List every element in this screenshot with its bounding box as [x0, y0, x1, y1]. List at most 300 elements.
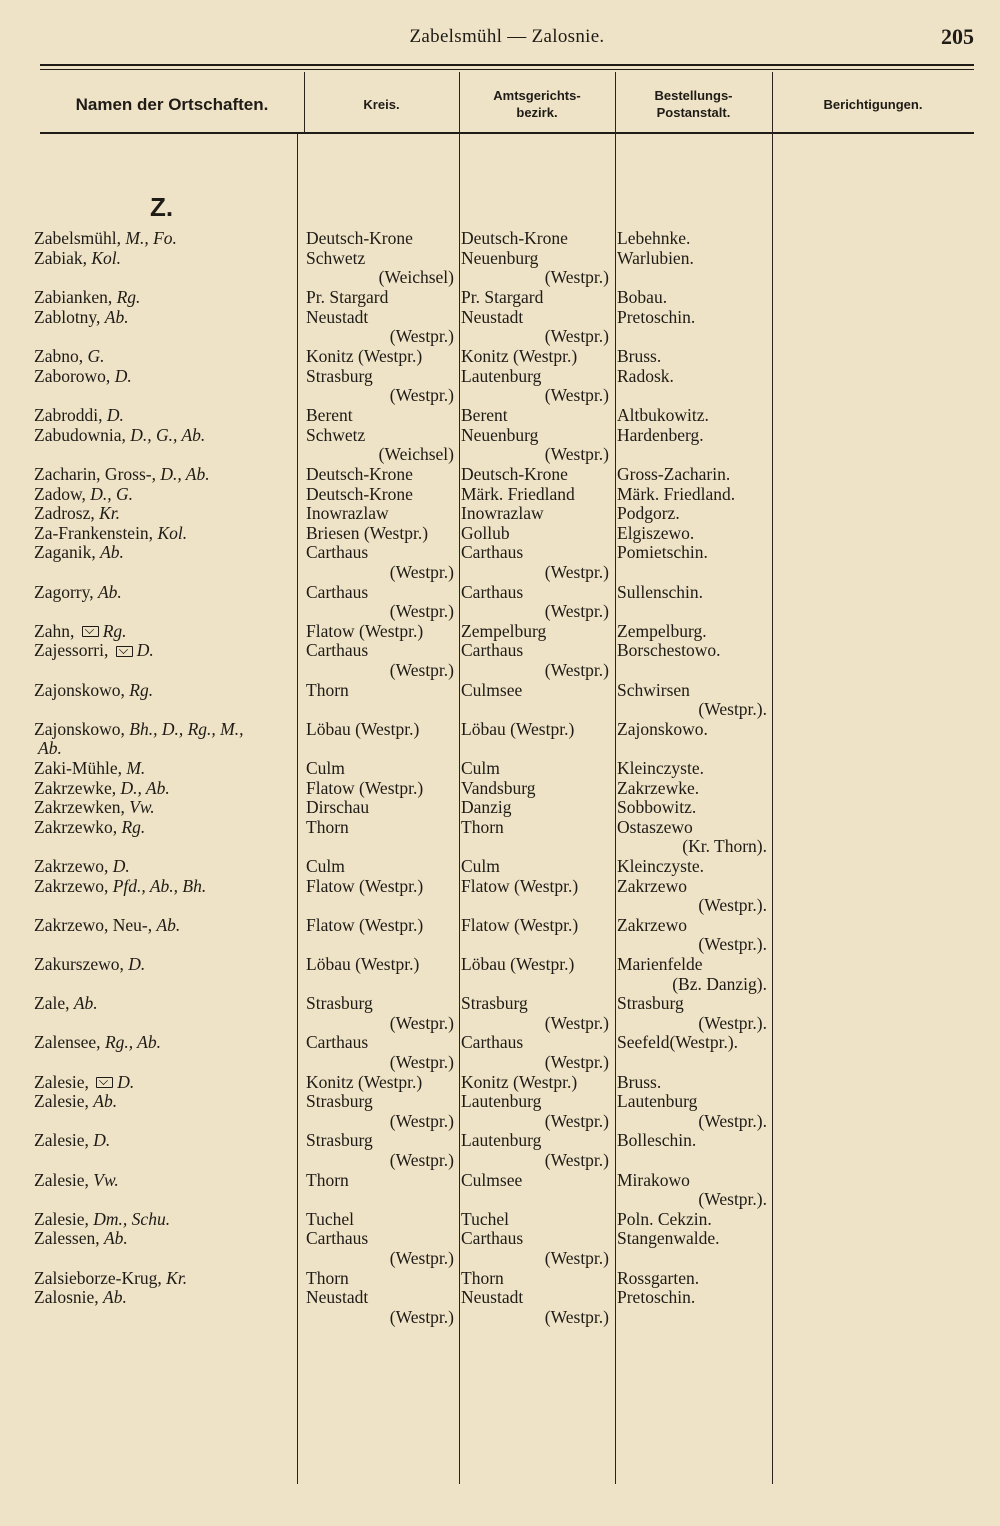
kreis-cell [306, 485, 454, 505]
place-line [34, 877, 300, 897]
kreis-cell-line: Flatow (Westpr.) [306, 777, 424, 798]
amtsgericht-cell [461, 288, 609, 308]
amtsgericht-cell [461, 857, 609, 877]
kreis-cell [306, 1131, 454, 1170]
postanstalt-cell [617, 367, 767, 387]
amtsgericht-cell-line: Märk. Friedland [461, 483, 575, 504]
place-cell [34, 367, 300, 387]
place-cell [34, 308, 300, 328]
postanstalt-cell-line: (Westpr.). [698, 934, 767, 955]
kreis-cell [306, 308, 454, 347]
postanstalt-cell-line: (Bz. Danzig). [672, 973, 767, 994]
place-line [34, 583, 300, 603]
amtsgericht-cell-line: Neuenburg [461, 247, 539, 268]
amtsgericht-cell [461, 916, 609, 936]
place-line [34, 1171, 300, 1191]
amtsgericht-cell-line: Tuchel [461, 1208, 509, 1229]
postanstalt-cell-line: Poln. Cekzin. [617, 1208, 712, 1229]
place-name: Zabroddi, [34, 405, 107, 425]
place-line [34, 818, 300, 838]
place-type-abbr: Ab. [156, 914, 181, 935]
postanstalt-cell-line: Bruss. [617, 1071, 662, 1092]
amtsgericht-cell [461, 367, 609, 406]
place-line [34, 798, 300, 818]
amtsgericht-cell-line: Lautenburg [461, 1091, 542, 1112]
amtsgericht-cell-line: Neustadt [461, 1287, 524, 1308]
amtsgericht-cell-line: (Westpr.) [544, 561, 609, 582]
kreis-cell-line: (Weichsel) [378, 444, 454, 465]
place-name: Zalosnie, [34, 1287, 104, 1308]
kreis-cell-line: Flatow (Westpr.) [306, 875, 424, 896]
kreis-cell [306, 1229, 454, 1268]
place-cell [34, 641, 300, 661]
place-type-abbr: Rg. [129, 679, 154, 700]
kreis-cell [306, 1073, 454, 1093]
postanstalt-cell [617, 1092, 767, 1131]
amtsgericht-cell-line: Löbau (Westpr.) [461, 954, 575, 974]
amtsgericht-cell [461, 779, 609, 799]
place-name: Zadrosz, [34, 503, 100, 524]
mail-icon [96, 1077, 113, 1088]
kreis-cell-line: Thorn [306, 816, 349, 837]
amtsgericht-cell [461, 1171, 609, 1191]
mail-icon [82, 626, 99, 637]
kreis-cell [306, 720, 454, 740]
place-cell [34, 759, 300, 779]
postanstalt-cell-line: Marienfelde [617, 954, 703, 974]
postanstalt-cell-line: (Kr. Thorn). [682, 836, 767, 857]
amtsgericht-cell [461, 1092, 609, 1131]
kreis-cell [306, 759, 454, 779]
amtsgericht-cell-line: Löbau (Westpr.) [461, 718, 575, 739]
place-name: Zakrzewo, Neu-, [34, 914, 157, 935]
kreis-cell [306, 249, 454, 288]
kreis-cell-line: Culm [306, 856, 345, 876]
postanstalt-cell [617, 916, 767, 955]
postanstalt-cell [617, 249, 767, 269]
amtsgericht-cell [461, 1131, 609, 1170]
place-line [34, 681, 300, 701]
place-cell [34, 1229, 300, 1249]
amtsgericht-cell-line: Lautenburg [461, 1130, 542, 1151]
amtsgericht-cell [461, 681, 609, 701]
place-cell [34, 1131, 300, 1151]
amtsgericht-cell-line: Konitz (Westpr.) [461, 346, 578, 366]
kreis-cell-line: Konitz (Westpr.) [306, 346, 423, 366]
kreis-cell [306, 229, 454, 249]
postanstalt-cell [617, 1131, 767, 1151]
place-type-abbr: Rg. [102, 620, 127, 641]
place-type-abbr: D. [117, 1071, 135, 1092]
postanstalt-cell-line: Ostaszewo [617, 816, 693, 837]
place-type-abbr: D. [128, 954, 146, 974]
place-cell [34, 1033, 300, 1053]
postanstalt-cell-line: Zakrzewke. [617, 777, 700, 798]
amtsgericht-cell-line: Deutsch-Krone [461, 228, 568, 248]
kreis-cell-line: Deutsch-Krone [306, 483, 413, 504]
kreis-cell-line: Inowrazlaw [306, 503, 389, 524]
kreis-cell-line: Schwetz [306, 247, 366, 268]
postanstalt-cell [617, 779, 767, 799]
kreis-cell-line: (Westpr.) [389, 326, 454, 347]
place-type-abbr: D. [112, 856, 130, 876]
postanstalt-cell [617, 1171, 767, 1210]
place-line [34, 720, 300, 740]
amtsgericht-cell [461, 1033, 609, 1072]
place-line [34, 955, 300, 975]
place-line [34, 249, 300, 269]
kreis-cell-line: (Westpr.) [389, 1306, 454, 1327]
place-line [34, 347, 300, 367]
postanstalt-cell-line: Bobau. [617, 287, 668, 307]
postanstalt-cell [617, 681, 767, 720]
place-line [34, 1073, 300, 1093]
place-type-abbr: Kr. [166, 1267, 188, 1288]
place-name: Zabno, [34, 346, 88, 366]
amtsgericht-cell-line: (Westpr.) [544, 1110, 609, 1131]
postanstalt-cell [617, 485, 767, 505]
postanstalt-cell [617, 583, 767, 603]
place-cell [34, 720, 300, 759]
place-cell [34, 249, 300, 269]
postanstalt-cell-line: Schwirsen [617, 679, 690, 700]
kreis-cell [306, 347, 454, 367]
kreis-cell-line: Löbau (Westpr.) [306, 954, 420, 974]
amtsgericht-cell-line: (Westpr.) [544, 1149, 609, 1170]
kreis-cell [306, 994, 454, 1033]
kreis-cell-line: Berent [306, 405, 353, 425]
kreis-cell [306, 877, 454, 897]
postanstalt-cell-line: (Westpr.). [698, 895, 767, 916]
place-cell [34, 779, 300, 799]
postanstalt-cell-line: Strasburg [617, 993, 684, 1014]
amtsgericht-cell-line: Culmsee [461, 1169, 523, 1190]
amtsgericht-cell [461, 229, 609, 249]
place-line [34, 524, 300, 544]
place-line [34, 288, 300, 308]
postanstalt-cell [617, 524, 767, 544]
kreis-cell-line: Carthaus [306, 1228, 369, 1249]
postanstalt-cell [617, 1288, 767, 1308]
place-type-abbr: Bh., D., Rg., M., [129, 718, 244, 739]
place-name: Zalesie, [34, 1208, 94, 1229]
kreis-cell-line: Strasburg [306, 365, 373, 386]
place-line [34, 994, 300, 1014]
amtsgericht-cell-line: (Westpr.) [544, 1051, 609, 1072]
kreis-cell-line: (Westpr.) [389, 601, 454, 622]
kreis-cell-line: Carthaus [306, 542, 369, 563]
place-name: Zalensee, [34, 1032, 105, 1053]
column-header-amtsgerichtsbezirk: Amtsgerichts- bezirk. [493, 88, 581, 120]
kreis-cell [306, 1288, 454, 1327]
place-line [34, 1131, 300, 1151]
kreis-cell-line: Deutsch-Krone [306, 228, 413, 248]
amtsgericht-cell-line: Carthaus [461, 640, 524, 661]
kreis-cell-line: Thorn [306, 679, 349, 700]
place-line [34, 229, 300, 249]
place-name: Zabianken, [34, 287, 117, 307]
place-cell [34, 1288, 300, 1308]
place-line-continued [34, 739, 300, 759]
kreis-cell-line: Thorn [306, 1169, 349, 1190]
kreis-cell [306, 1210, 454, 1230]
postanstalt-cell [617, 347, 767, 367]
amtsgericht-cell-line: (Westpr.) [544, 444, 609, 465]
kreis-cell-line: Carthaus [306, 581, 369, 602]
postanstalt-cell-line: Pomietschin. [617, 542, 708, 563]
amtsgericht-cell-line: Deutsch-Krone [461, 464, 568, 484]
kreis-cell-line: Strasburg [306, 1091, 373, 1112]
postanstalt-cell [617, 406, 767, 426]
kreis-cell [306, 622, 454, 642]
amtsgericht-cell-line: (Westpr.) [544, 659, 609, 680]
place-type-abbr: Kr. [99, 503, 121, 524]
amtsgericht-cell-line: Zempelburg [461, 620, 547, 641]
amtsgericht-cell-line: Strasburg [461, 993, 528, 1014]
place-cell [34, 916, 300, 936]
place-type-abbr: D. [136, 640, 154, 661]
amtsgericht-cell [461, 1288, 609, 1327]
amtsgericht-cell [461, 504, 609, 524]
place-line [34, 1229, 300, 1249]
place-cell [34, 426, 300, 446]
postanstalt-cell [617, 798, 767, 818]
postanstalt-cell-line: Seefeld(Westpr.). [617, 1032, 739, 1053]
amtsgericht-cell-line: Thorn [461, 816, 504, 837]
place-name: Zaborowo, [34, 365, 115, 386]
place-line [34, 857, 300, 877]
place-cell [34, 583, 300, 603]
postanstalt-cell-line: Radosk. [617, 365, 674, 386]
postanstalt-cell-line: Bolleschin. [617, 1130, 697, 1151]
kreis-cell [306, 288, 454, 308]
place-name: Zabelsmühl, [34, 228, 126, 248]
place-name: Zajonskowo, [34, 718, 130, 739]
postanstalt-cell-line: Lautenburg [617, 1091, 698, 1112]
place-type-abbr: D., Ab. [120, 777, 170, 798]
postanstalt-cell-line: Gross-Zacharin. [617, 464, 731, 484]
place-line [34, 504, 300, 524]
place-name: Zaganik, [34, 542, 101, 563]
place-cell [34, 524, 300, 544]
place-name: Zabudownia, [34, 424, 131, 445]
place-type-abbr: Rg. [116, 287, 141, 307]
postanstalt-cell-line: Borschestowo. [617, 640, 721, 661]
kreis-cell-line: Culm [306, 758, 345, 778]
place-cell [34, 622, 300, 642]
place-line [34, 1288, 300, 1308]
amtsgericht-cell [461, 524, 609, 544]
column-header-kreis: Kreis. [363, 96, 400, 112]
place-name: Zajonskowo, [34, 679, 130, 700]
amtsgericht-cell-line: Konitz (Westpr.) [461, 1071, 578, 1092]
amtsgericht-cell [461, 1073, 609, 1093]
amtsgericht-cell-line: Inowrazlaw [461, 503, 544, 524]
kreis-cell-line: Schwetz [306, 424, 366, 445]
kreis-cell [306, 818, 454, 838]
postanstalt-cell-line: Kleinczyste. [617, 758, 704, 778]
place-line [34, 759, 300, 779]
kreis-cell-line: Löbau (Westpr.) [306, 718, 420, 739]
place-name: Zalesie, [34, 1071, 94, 1092]
place-cell [34, 955, 300, 975]
postanstalt-cell [617, 818, 767, 857]
place-line [34, 485, 300, 505]
place-cell [34, 877, 300, 897]
place-name: Zale, [34, 993, 74, 1014]
kreis-cell-line: Neustadt [306, 306, 369, 327]
amtsgericht-cell-line: Carthaus [461, 1032, 524, 1053]
place-cell [34, 229, 300, 249]
amtsgericht-cell [461, 543, 609, 582]
kreis-cell [306, 779, 454, 799]
place-cell [34, 1269, 300, 1289]
place-cell [34, 857, 300, 877]
postanstalt-cell-line: Zakrzewo [617, 914, 687, 935]
postanstalt-cell [617, 465, 767, 485]
postanstalt-cell [617, 504, 767, 524]
postanstalt-cell-line: (Westpr.). [698, 1110, 767, 1131]
amtsgericht-cell [461, 1210, 609, 1230]
kreis-cell [306, 465, 454, 485]
place-cell [34, 1073, 300, 1093]
postanstalt-cell-line: Sobbowitz. [617, 797, 697, 818]
kreis-cell-line: (Weichsel) [378, 267, 454, 288]
kreis-cell [306, 798, 454, 818]
place-name: Za-Frankenstein, [34, 522, 158, 543]
amtsgericht-cell-line: (Westpr.) [544, 1012, 609, 1033]
place-line [34, 426, 300, 446]
place-type-abbr: Ab. [103, 1287, 127, 1308]
place-type-abbr: G. [87, 346, 105, 366]
place-line [34, 465, 300, 485]
kreis-cell-line: (Westpr.) [389, 1110, 454, 1131]
place-name: Zagorry, [34, 581, 98, 602]
place-type-abbr: D., G., Ab. [130, 424, 206, 445]
column-header-berichtigungen: Berichtigungen. [823, 96, 923, 112]
postanstalt-cell-line: Sullenschin. [617, 581, 704, 602]
place-type-abbr: Ab. [100, 542, 124, 563]
place-type-abbr: Ab. [104, 306, 129, 327]
postanstalt-cell-line: (Westpr.). [698, 699, 767, 720]
place-type-abbr: Ab. [97, 581, 122, 602]
place-line [34, 916, 300, 936]
place-cell [34, 994, 300, 1014]
amtsgericht-cell [461, 583, 609, 622]
postanstalt-cell-line: Rossgarten. [617, 1267, 700, 1288]
postanstalt-cell [617, 229, 767, 249]
place-name: Zalesie, [34, 1169, 94, 1190]
place-type-abbr: Pfd., Ab., Bh. [112, 875, 207, 896]
column-header-names: Namen der Ortschaften. [75, 94, 269, 114]
place-type-abbr: D. [106, 405, 124, 425]
postanstalt-cell-line: Podgorz. [617, 503, 680, 524]
postanstalt-cell [617, 857, 767, 877]
place-name: Zakrzewko, [34, 816, 122, 837]
kreis-cell-line: Strasburg [306, 993, 373, 1014]
kreis-cell-line: Flatow (Westpr.) [306, 914, 424, 935]
amtsgericht-cell [461, 818, 609, 838]
place-name: Zacharin, Gross-, [34, 464, 161, 484]
postanstalt-cell [617, 1210, 767, 1230]
kreis-cell-line: (Westpr.) [389, 1149, 454, 1170]
postanstalt-cell [617, 641, 767, 661]
amtsgericht-cell-line: (Westpr.) [544, 385, 609, 406]
postanstalt-cell [617, 308, 767, 328]
postanstalt-cell-line: Altbukowitz. [617, 405, 709, 425]
kreis-cell-line: Briesen (Westpr.) [306, 522, 429, 543]
kreis-cell-line: Carthaus [306, 1032, 369, 1053]
place-line [34, 779, 300, 799]
place-name: Zakrzewken, [34, 797, 130, 818]
kreis-cell-line: Flatow (Westpr.) [306, 620, 424, 641]
kreis-cell [306, 1171, 454, 1191]
kreis-cell-line: Konitz (Westpr.) [306, 1071, 423, 1092]
kreis-cell [306, 406, 454, 426]
place-cell [34, 485, 300, 505]
postanstalt-cell-line: Elgiszewo. [617, 522, 695, 543]
amtsgericht-cell [461, 426, 609, 465]
amtsgericht-cell-line: Flatow (Westpr.) [461, 914, 579, 935]
amtsgericht-cell-line: Pr. Stargard [461, 287, 544, 307]
amtsgericht-cell [461, 877, 609, 897]
amtsgericht-cell [461, 759, 609, 779]
amtsgericht-cell [461, 994, 609, 1033]
postanstalt-cell [617, 622, 767, 642]
postanstalt-cell-line: Zempelburg. [617, 620, 707, 641]
section-letter: Z. [150, 192, 174, 222]
place-type-abbr: Rg. [121, 816, 146, 837]
amtsgericht-cell-line: (Westpr.) [544, 1306, 609, 1327]
amtsgericht-cell [461, 720, 609, 740]
place-line [34, 308, 300, 328]
postanstalt-cell [617, 955, 767, 994]
place-type-abbr: Kol. [157, 522, 188, 543]
amtsgericht-cell [461, 1269, 609, 1289]
amtsgericht-cell-line: (Westpr.) [544, 326, 609, 347]
kreis-cell [306, 955, 454, 975]
amtsgericht-cell-line: (Westpr.) [544, 1247, 609, 1268]
amtsgericht-cell [461, 622, 609, 642]
postanstalt-cell [617, 543, 767, 563]
postanstalt-cell [617, 288, 767, 308]
place-cell [34, 465, 300, 485]
place-line [34, 1033, 300, 1053]
kreis-cell-line: (Westpr.) [389, 1051, 454, 1072]
place-cell [34, 1210, 300, 1230]
kreis-cell-line: (Westpr.) [389, 385, 454, 406]
place-type-abbr: Ab. [38, 738, 62, 759]
place-type-abbr: D., Ab. [160, 464, 210, 484]
place-name: Zabiak, [34, 247, 92, 268]
kreis-cell-line: (Westpr.) [389, 659, 454, 680]
place-cell [34, 798, 300, 818]
amtsgericht-cell-line: Gollub [461, 522, 510, 543]
kreis-cell-line: Tuchel [306, 1208, 354, 1229]
postanstalt-cell-line: Lebehnke. [617, 228, 691, 248]
place-type-abbr: Ab. [73, 993, 98, 1014]
postanstalt-cell [617, 1229, 767, 1249]
kreis-cell-line: Pr. Stargard [306, 287, 389, 307]
place-type-abbr: D. [93, 1130, 111, 1151]
place-type-abbr: Vw. [93, 1169, 119, 1190]
kreis-cell [306, 1033, 454, 1072]
place-type-abbr: D. [114, 365, 132, 386]
kreis-cell [306, 916, 454, 936]
place-type-abbr: Dm., Schu. [93, 1208, 171, 1229]
kreis-cell [306, 543, 454, 582]
place-type-abbr: M. [126, 758, 146, 778]
